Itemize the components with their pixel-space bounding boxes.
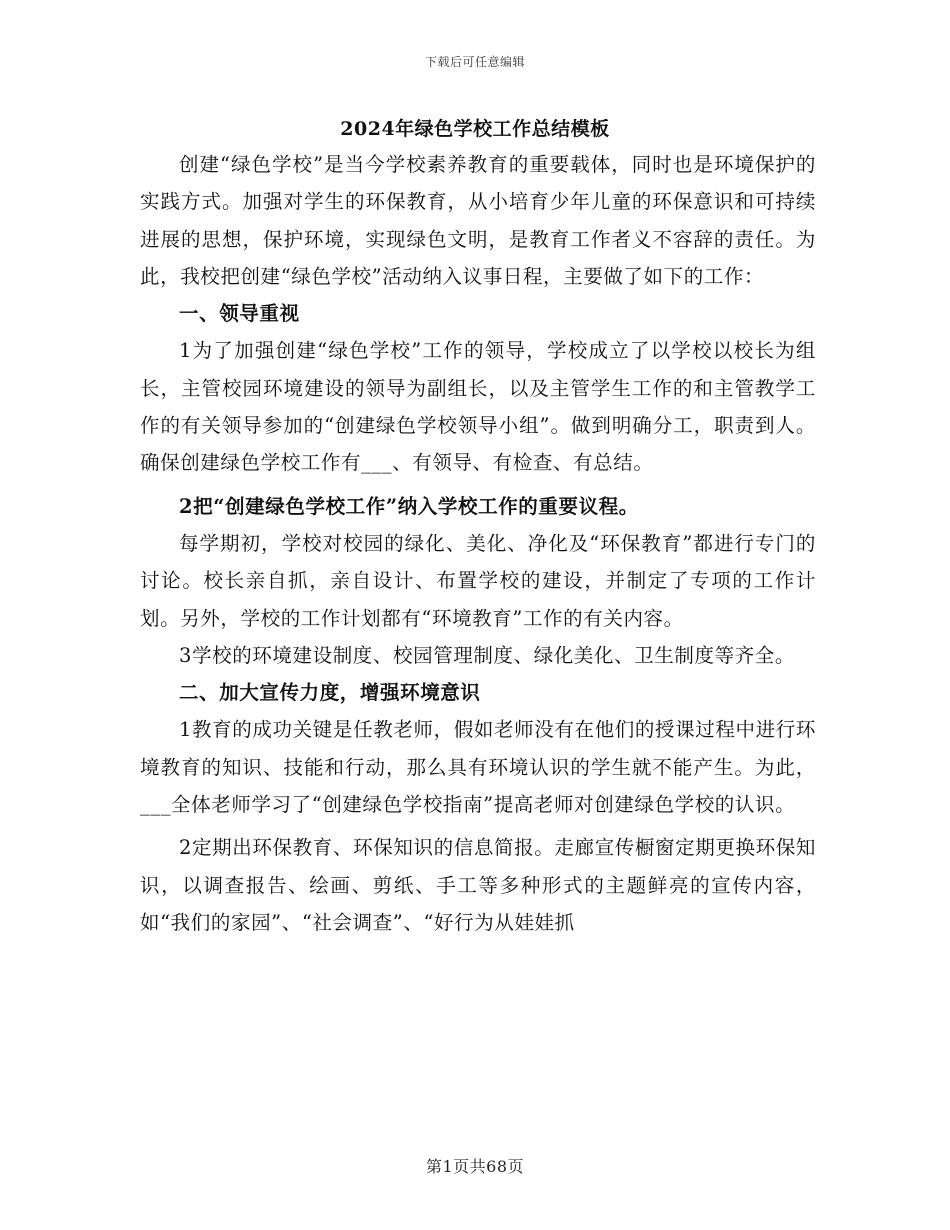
paragraph-regulations: 3学校的环境建设制度、校园管理制度、绿化美化、卫生制度等齐全。 [179,643,796,667]
document-title: 2024年绿色学校工作总结模板 [340,118,610,140]
paragraph-leadership-1: 1为了加强创建“绿色学校”工作的领导，学校成立了以学校以校长为组长，主管校园环境建设的领导为副组长，以及主管学生工作的和主管教学工作的有关领导参加的“创建绿色学校领导小组”。做到明确分工，职责到人。确保创建绿色学校工作有___、有领导、有检查、有总结。 [140,339,816,475]
subsection-heading-2: 2把“创建绿色学校工作”纳入学校工作的重要议程。 [179,494,639,518]
document-body [140,146,816,941]
paragraph-teachers: 1教育的成功关键是任教老师，假如老师没有在他们的授课过程中进行环境教育的知识、技能和行动，那么具有环境认识的学生就不能产生。为此，___全体老师学习了“创建绿色学校指南”提高老师对创建绿色学校的认识。 [140,718,816,817]
paragraph-bulletins: 2定期出环保教育、环保知识的信息简报。走廊宣传橱窗定期更换环保知识，以调查报告、绘画、剪纸、手工等多种形式的主题鲜亮的宣传内容，如“我们的家园”、“社会调查”、“好行为从娃娃抓 [140,836,816,934]
section-heading-1: 一、领导重视 [179,302,300,326]
paragraph-intro: 创建“绿色学校”是当今学校素养教育的重要载体，同时也是环境保护的实践方式。加强对学生的环保教育，从小培育少年儿童的环保意识和可持续进展的思想，保护环境，实现绿色文明，是教育工作者义不容辞的责任。为此，我校把创建“绿色学校”活动纳入议事日程，主要做了如下的工作： [140,153,816,288]
paragraph-semester-plan: 每学期初，学校对校园的绿化、美化、净化及“环保教育”都进行专门的讨论。校长亲自抓，亲自设计、布置学校的建设，并制定了专项的工作计划。另外，学校的工作计划都有“环境教育”工作的有关内容。 [140,531,816,630]
header-note: 下载后可任意编辑 [424,55,525,69]
page-number-footer: 第1页共68页 [425,1157,525,1176]
section-heading-2: 二、加大宣传力度，增强环境意识 [179,681,481,705]
